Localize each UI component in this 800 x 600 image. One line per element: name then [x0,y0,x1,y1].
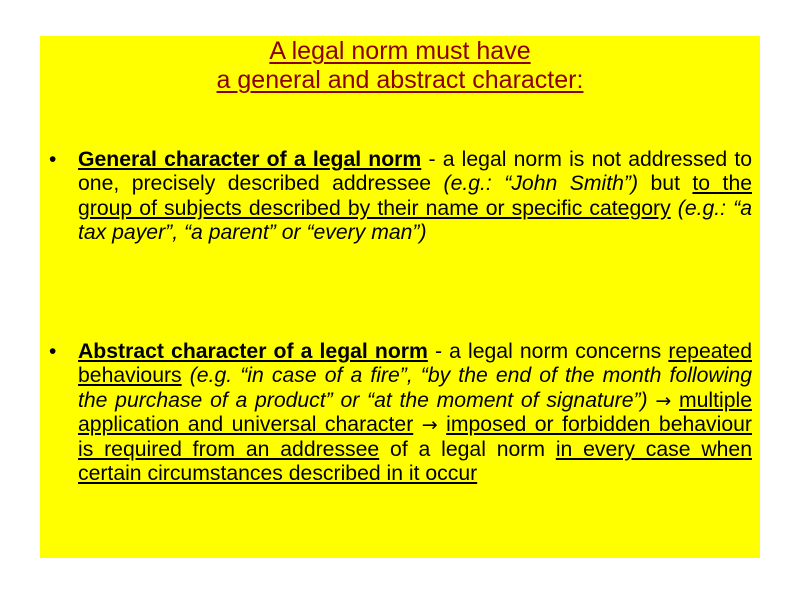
bullet-heading: Abstract character of a legal norm [78,340,428,363]
emphasis-text: imposed or forbidden behaviour is required from an addressee [78,413,752,461]
text-run [438,413,447,436]
content-panel [40,36,760,558]
text-run: - a legal norm concerns [427,340,669,363]
title-line-1: A legal norm must have [269,37,531,65]
text-run: but [638,172,693,196]
text-run [671,389,679,412]
example-text: (e.g. “in case of a fire”, “by the end of the month following the purchase of a product” or “at the moment of signature”) [78,364,752,412]
text-run [413,413,422,436]
right-arrow-icon: → [421,414,438,437]
text-run [182,364,190,387]
slide-title [40,36,760,95]
title-line-2: a general and abstract character: [216,66,584,94]
emphasis-text: repeated behaviours [78,340,752,388]
text-run: of a legal norm [379,437,556,461]
right-arrow-icon: → [655,389,672,412]
emphasis-text: in every case when certain circumstances described in it occur [78,437,752,486]
example-text: (e.g.: “a tax payer”, “a parent” or “every man”) [78,196,752,245]
example-text: (e.g.: “John Smith”) [443,172,639,196]
emphasis-text: multiple application and universal character [78,388,752,437]
emphasis-text: to the group of subjects described by their name or specific category [78,172,753,220]
bullet-text [78,340,752,486]
bullet-marker: • [49,148,57,171]
bullet-text [78,148,752,246]
text-run [671,197,678,220]
text-run: - a legal norm is not addressed to one, precisely described addressee [78,148,753,196]
bullet-heading: General character of a legal norm [78,148,422,171]
bullet-marker: • [49,340,57,363]
